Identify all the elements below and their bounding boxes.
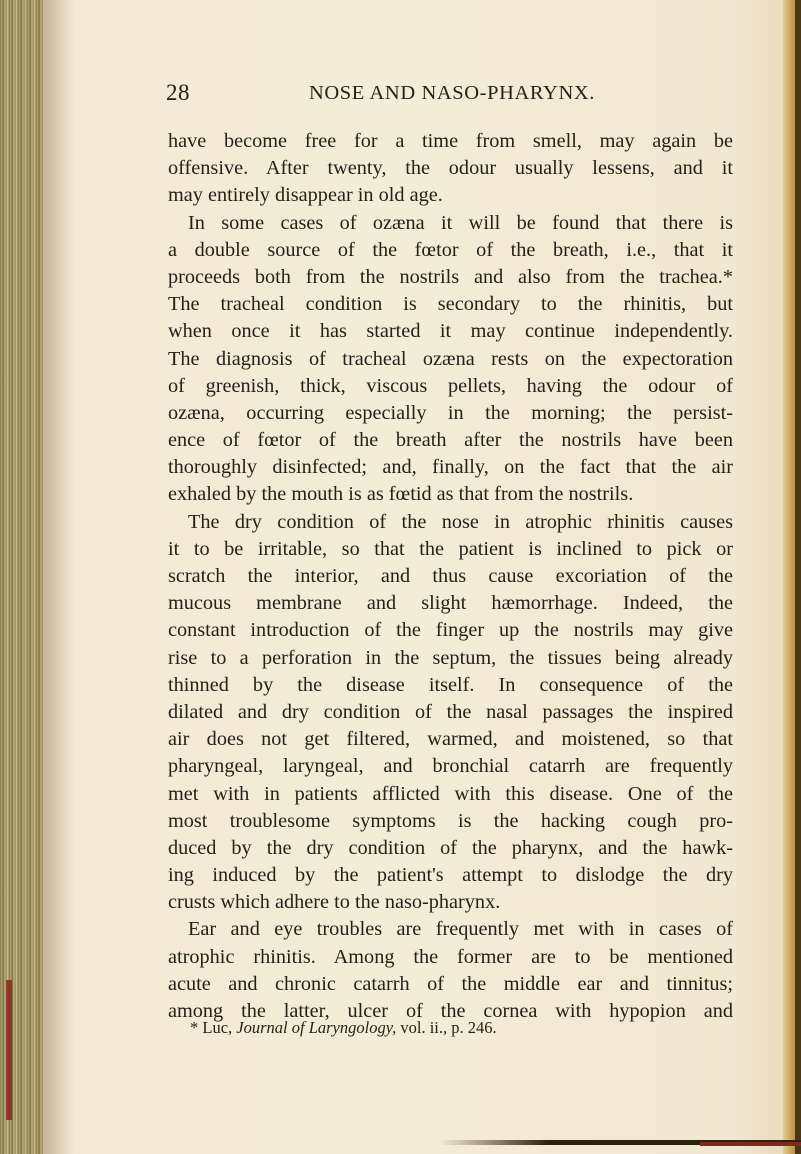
page-edge-shadow (795, 0, 801, 1154)
text-line: exhaled by the mouth is as fœtid as that from the nostrils. (168, 483, 634, 506)
text-line: most troublesome symptoms is the hacking cough pro- (168, 809, 733, 832)
gutter-shadow (44, 0, 74, 1154)
running-head: NOSE AND NASO-PHARYNX. (309, 82, 595, 104)
text-line: have become free for a time from smell, may again be (168, 130, 733, 152)
text-line: duced by the dry condition of the pharynx, and the hawk- (168, 836, 733, 859)
text-line: mucous membrane and slight hæmorrhage. Indeed, the (168, 592, 733, 615)
binding-thread (6, 980, 12, 1120)
text-line: The tracheal condition is secondary to the rhinitis, but (168, 293, 733, 316)
text-line: a double source of the fœtor of the breath, i.e., that it (168, 238, 733, 261)
text-line: thoroughly disinfected; and, finally, on the fact that the air (168, 456, 733, 479)
text-line: met with in patients afflicted with this disease. One of the (168, 782, 733, 805)
text-line: acute and chronic catarrh of the middle ear and tinnitus; (168, 972, 733, 995)
footnote-reference: vol. ii., p. 246. (400, 1018, 497, 1037)
text-line: when once it has started it may continue independently. (168, 320, 733, 343)
text-line: dilated and dry condition of the nasal passages the inspired (168, 700, 733, 723)
text-line: rise to a perforation in the septum, the tissues being already (168, 646, 733, 669)
text-line: scratch the interior, and thus cause excoriation of the (168, 565, 733, 587)
text-line: ozæna, occurring especially in the morning; the persist- (168, 401, 733, 424)
page-header (0, 80, 801, 116)
text-line: ing induced by the patient's attempt to dislodge the dry (168, 864, 733, 887)
page-number: 28 (166, 80, 190, 105)
text-line: of greenish, thick, viscous pellets, having the odour of (168, 374, 733, 397)
footnote-journal: Journal of Laryngology, (236, 1018, 397, 1037)
text-line: atrophic rhinitis. Among the former are to be mentioned (168, 945, 733, 968)
text-line: pharyngeal, laryngeal, and bronchial catarrh are frequently (168, 755, 733, 778)
text-line: thinned by the disease itself. In consequence of the (168, 673, 733, 696)
footnote-marker: * Luc, (190, 1018, 233, 1037)
text-line: among the latter, ulcer of the cornea with hypopion and (168, 1000, 733, 1022)
bottom-red-edge (700, 1142, 801, 1146)
text-line: ence of fœtor of the breath after the nostrils have been (168, 429, 733, 452)
text-line: proceeds both from the nostrils and also from the trachea.* (168, 265, 733, 288)
text-line: The diagnosis of tracheal ozæna rests on the expectoration (168, 347, 733, 370)
text-line: Ear and eye troubles are frequently met with in cases of (188, 918, 733, 941)
text-line: crusts which adhere to the naso-pharynx. (168, 891, 501, 914)
text-line: it to be irritable, so that the patient is inclined to pick or (168, 537, 733, 560)
text-line: may entirely disappear in old age. (168, 184, 443, 207)
text-line: In some cases of ozæna it will be found that there is (188, 211, 733, 234)
footnote (190, 1018, 497, 1038)
text-line: The dry condition of the nose in atrophic rhinitis causes (188, 510, 733, 533)
text-line: air does not get filtered, warmed, and moistened, so that (168, 728, 733, 751)
text-line: offensive. After twenty, the odour usually lessens, and it (168, 157, 733, 180)
body-text (168, 128, 733, 1025)
text-line: constant introduction of the finger up the nostrils may give (168, 619, 733, 642)
